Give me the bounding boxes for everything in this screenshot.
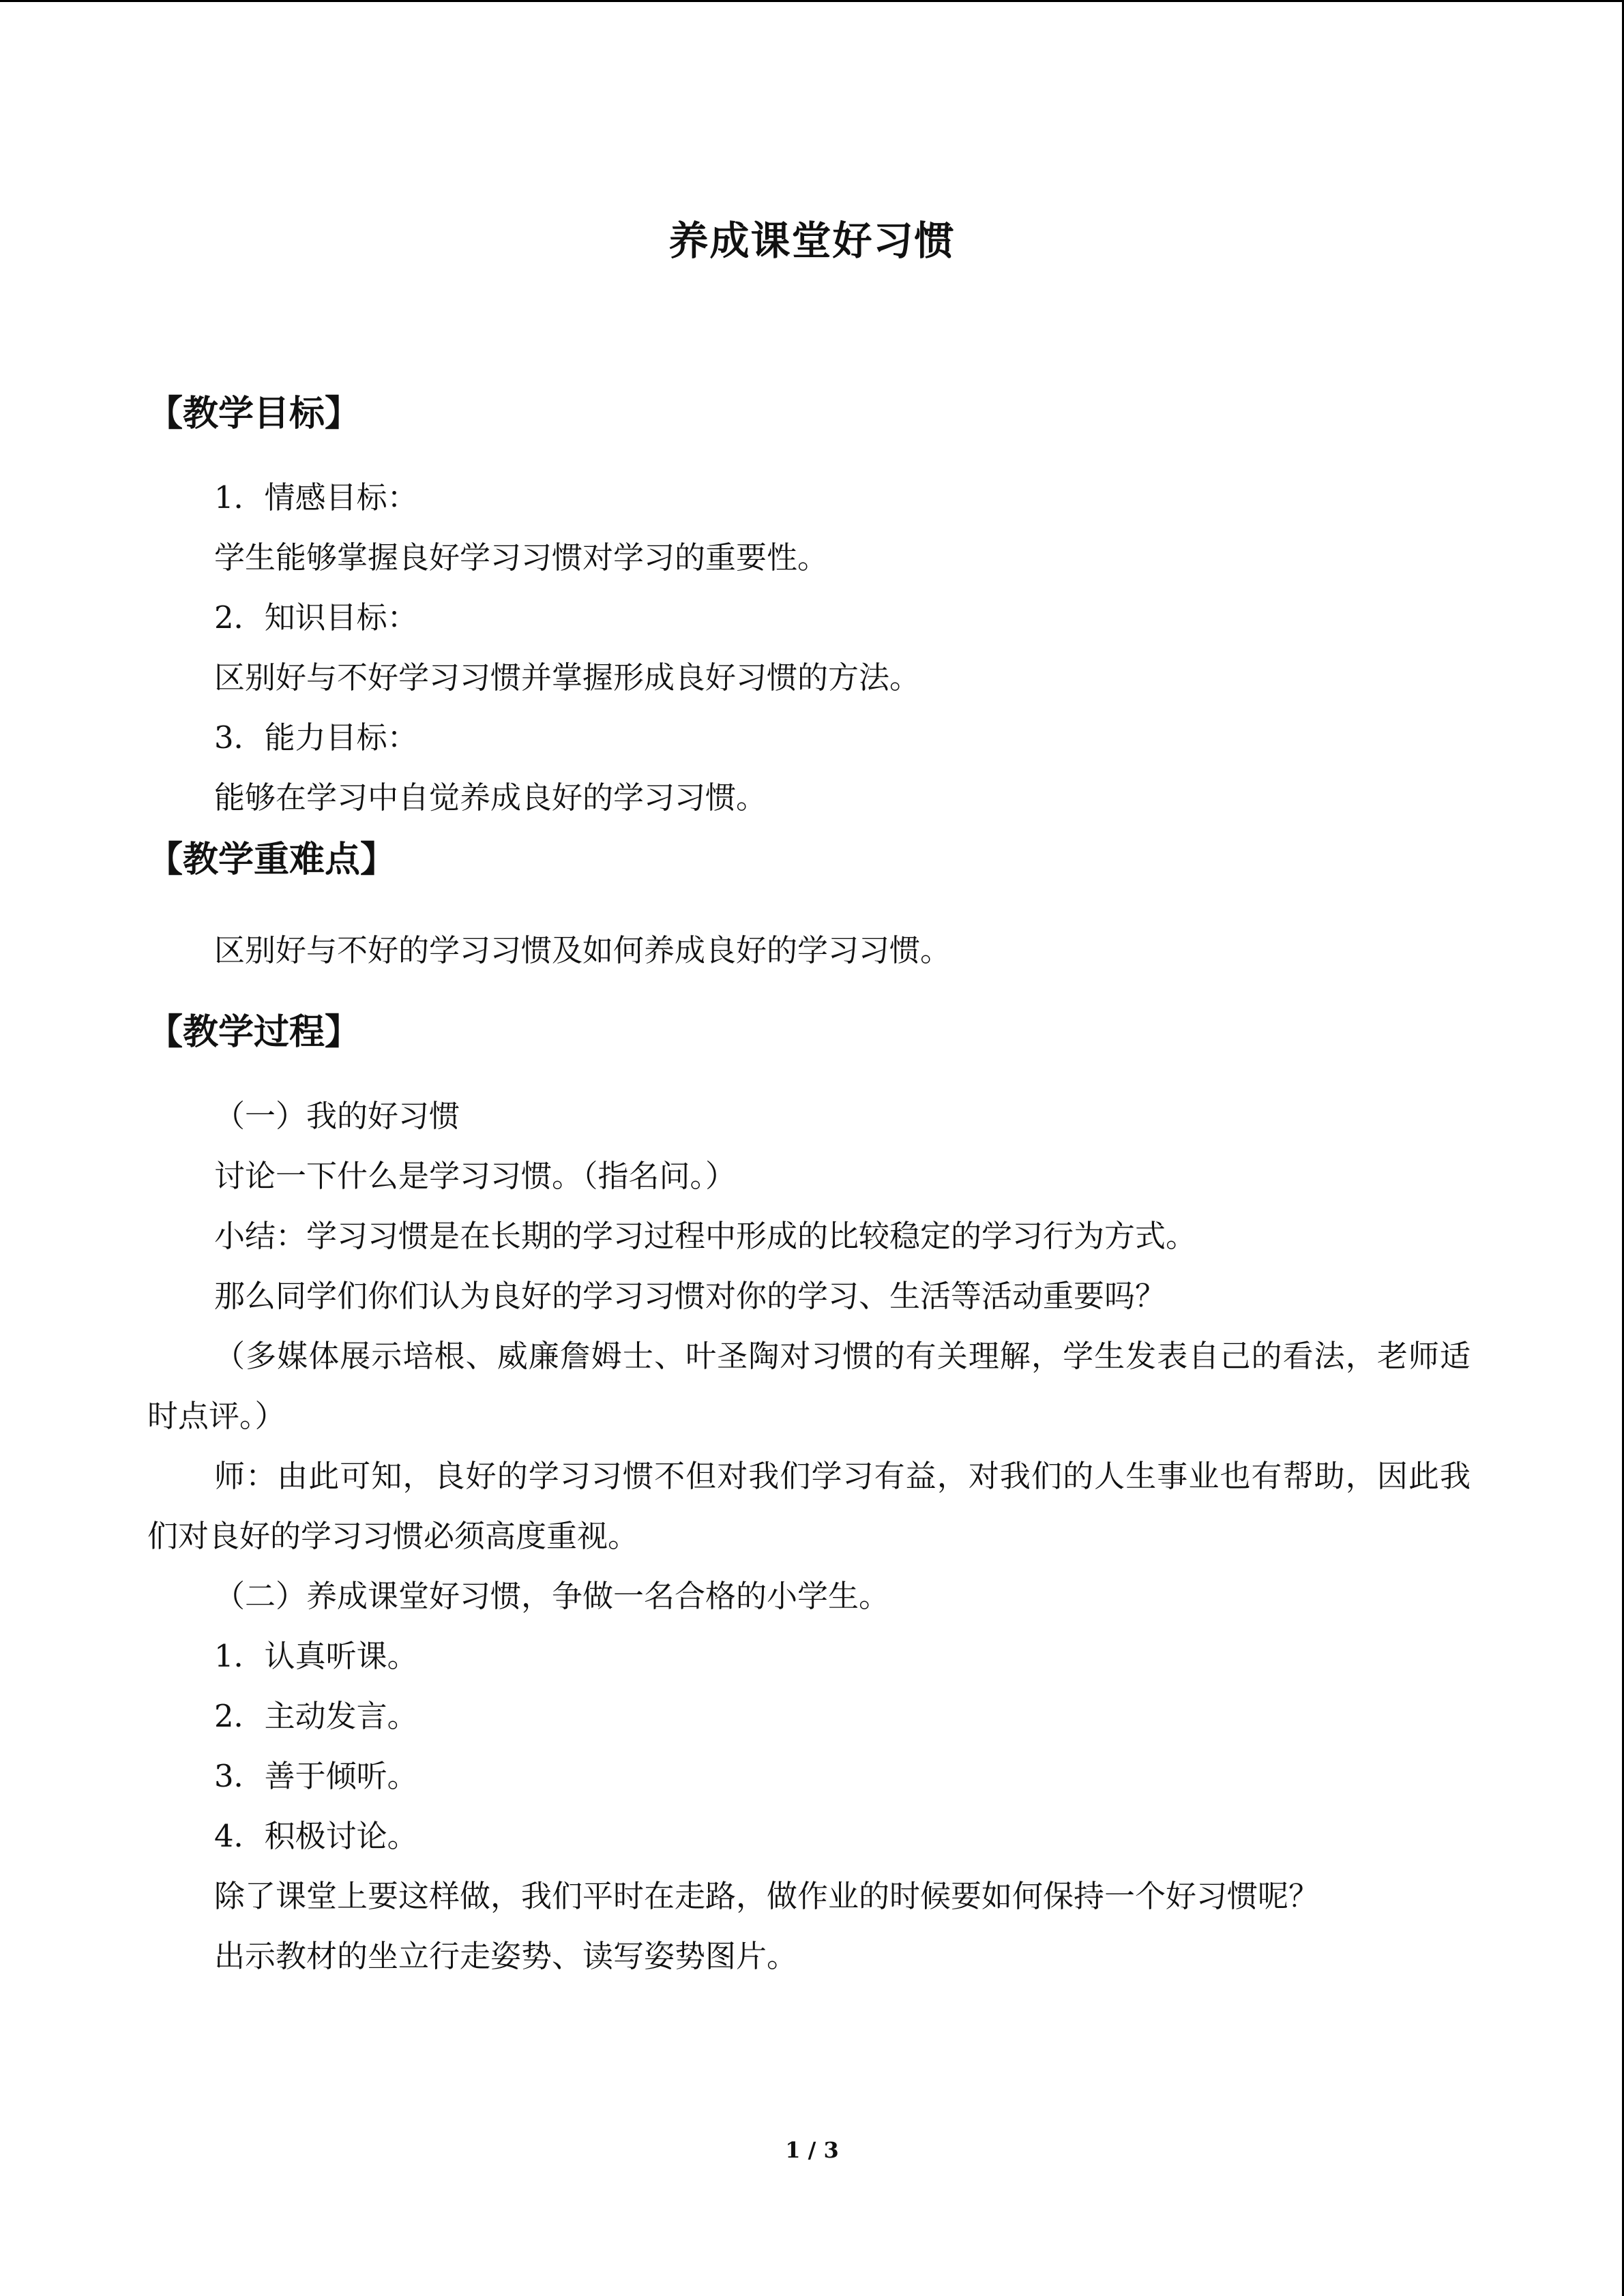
objective-item-2-label: 2．知识目标： — [214, 599, 418, 636]
process-paragraph: 小结：学习习惯是在长期的学习过程中形成的比较稳定的学习行为方式。 — [214, 1218, 1197, 1254]
process-list-item: 2．主动发言。 — [214, 1698, 418, 1734]
page-number: 1 / 3 — [785, 2137, 839, 2163]
process-list-item: 4．积极讨论。 — [214, 1818, 418, 1854]
process-subheading-1: （一）我的好习惯 — [214, 1098, 460, 1134]
process-paragraph: 师：由此可知，良好的学习习惯不但对我们学习有益，对我们的人生事业也有帮助，因此我们对良好的学习习惯必须高度重视。 — [147, 1458, 1471, 1554]
process-paragraph: （多媒体展示培根、威廉詹姆士、叶圣陶对习惯的有关理解，学生发表自己的看法，老师适时点评。） — [147, 1338, 1471, 1434]
key-points-text: 区别好与不好的学习习惯及如何养成良好的学习习惯。 — [214, 932, 951, 968]
objective-item-1-text: 学生能够掌握良好学习习惯对学习的重要性。 — [214, 539, 829, 576]
process-paragraph: 出示教材的坐立行走姿势、读写姿势图片。 — [214, 1938, 798, 1974]
section-heading-process: 【教学过程】 — [147, 1012, 361, 1053]
process-paragraph: 除了课堂上要这样做，我们平时在走路，做作业的时候要如何保持一个好习惯呢？ — [214, 1878, 1320, 1914]
process-subheading-2: （二）养成课堂好习惯，争做一名合格的小学生。 — [214, 1578, 890, 1614]
section-heading-objectives: 【教学目标】 — [147, 393, 361, 434]
document-title: 养成课堂好习惯 — [668, 218, 956, 264]
objective-item-1-label: 1．情感目标： — [214, 479, 418, 516]
process-list-item: 1．认真听课。 — [214, 1638, 418, 1674]
process-paragraph: 讨论一下什么是学习习惯。（指名问。） — [214, 1158, 737, 1194]
process-paragraph: 那么同学们你们认为良好的学习习惯对你的学习、生活等活动重要吗？ — [214, 1278, 1166, 1314]
objective-item-2-text: 区别好与不好学习习惯并掌握形成良好习惯的方法。 — [214, 659, 921, 696]
section-heading-key-points: 【教学重难点】 — [147, 839, 396, 880]
objective-item-3-text: 能够在学习中自觉养成良好的学习习惯。 — [214, 779, 767, 816]
objective-item-3-label: 3．能力目标： — [214, 719, 418, 756]
process-list-item: 3．善于倾听。 — [214, 1758, 418, 1794]
